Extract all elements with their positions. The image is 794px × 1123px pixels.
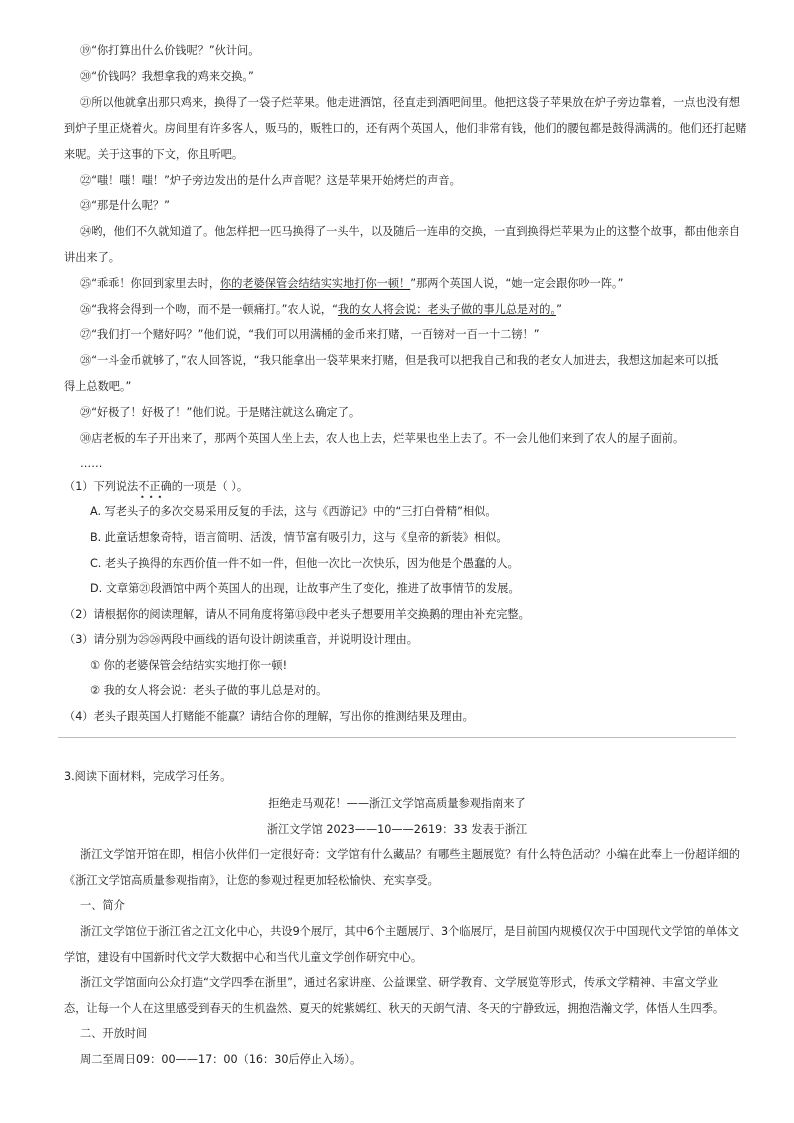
question-1-option-b: B. 此童话想象奇特，语言简明、活泼，情节富有吸引力，这与《皇帝的新装》相似。 xyxy=(90,531,508,544)
emphasis-dots: ••• xyxy=(140,493,167,502)
paragraph-24-line-1: ㉔哟，他们不久就知道了。他怎样把一匹马换得了一头牛，以及随后一连串的交换，一直到换得烂苹果为止的这整个故事，都由他亲自 xyxy=(80,225,741,238)
article-byline: 浙江文学馆 2023——10——2619：33 发表于浙江 xyxy=(266,823,528,836)
paragraph-25-lead: ㉕“乖乖！你回到家里去时， xyxy=(80,277,221,290)
article-title: 拒绝走马观花！——浙江文学馆高质量参观指南来了 xyxy=(268,797,526,810)
paragraph-19: ⑲“你打算出什么价钱呢？”伙计问。 xyxy=(80,44,260,57)
paragraph-26-lead: ㉖“我将会得到一个吻，而不是一顿痛打。”农人说，“ xyxy=(80,303,338,316)
paragraph-26 xyxy=(80,303,562,317)
paragraph-26-tail: ” xyxy=(556,303,562,316)
question-1-option-a: A. 写老头子的多次交易采用反复的手法，这与《西游记》中的“三打白骨精”相似。 xyxy=(90,505,497,518)
question-3-item-1: ① 你的老婆保管会结结实实地打你一顿! xyxy=(90,659,288,672)
underlined-sentence-25: 你的老婆保管会结结实实地打你一顿！ xyxy=(220,277,411,290)
paragraph-27: ㉗“我们打一个赌好吗？”他们说，“我们可以用满桶的金币来打赌，一百镑对一百一十二镑！” xyxy=(80,328,540,341)
question-3-item-2: ② 我的女人将会说：老头子做的事儿总是对的。 xyxy=(90,684,328,697)
paragraph-28-line-1: ㉘“一斗金币就够了，”农人回答说，“我只能拿出一袋苹果来打赌，但是我可以把我自己和我的老女人加进去，我想这加起来可以抵 xyxy=(80,354,719,367)
article-para-3-line-1: 浙江文学馆面向公众打造“文学四季在浙里”，通过名家讲座、公益课堂、研学教育、文学展览等形式，传承文学精神、丰富文学业 xyxy=(80,976,719,989)
paragraph-20: ⑳“价钱吗？我想拿我的鸡来交换。” xyxy=(80,70,254,83)
paragraph-23: ㉓“那是什么呢？” xyxy=(80,199,170,212)
question-3: （3）请分别为㉕㉖两段中画线的语句设计朗读重音，并说明设计理由。 xyxy=(64,633,418,646)
paragraph-24-line-2: 讲出来了。 xyxy=(64,251,120,264)
heading-opening-hours: 二、开放时间 xyxy=(80,1027,148,1040)
question-1: （1）下列说法不正确的一项是（ ）。 xyxy=(64,480,249,493)
paragraph-25-tail: ”那两个英国人说，“她一定会跟你吵一阵。” xyxy=(410,277,624,290)
paragraph-21-line-1: ㉑所以他就拿出那只鸡来，换得了一袋子烂苹果。他走进酒馆，径直走到酒吧间里。他把这袋子苹果放在炉子旁边靠着，一点也没有想 xyxy=(80,96,741,109)
question-4: （4）老头子跟英国人打赌能不能赢？请结合你的理解，写出你的推测结果及理由。 xyxy=(64,710,474,723)
heading-introduction: 一、简介 xyxy=(80,899,125,912)
paragraph-29: ㉙“好极了！好极了！”他们说。于是赌注就这么确定了。 xyxy=(80,406,361,419)
underlined-sentence-26: 我的女人将会说：老头子做的事儿总是对的。 xyxy=(337,303,557,316)
article-para-1-line-1: 浙江文学馆开馆在即，相信小伙伴们一定很好奇：文学馆有什么藏品？有哪些主题展览？有什么特色活动？小编在此奉上一份超详细的 xyxy=(80,848,741,861)
paragraph-30: ㉚店老板的车子开出来了，那两个英国人坐上去，农人也上去，烂苹果也坐上去了。不一会儿他们来到了农人的屋子面前。 xyxy=(80,432,685,445)
article-para-2-line-2: 学馆，建设有中国新时代文学大数据中心和当代儿童文学创作研究中心。 xyxy=(64,951,423,964)
paragraph-25 xyxy=(80,277,623,291)
article-para-1-line-2: 《浙江文学馆高质量参观指南》，让您的参观过程更加轻松愉快、充实享受。 xyxy=(64,874,439,887)
section-3-intro: 3.阅读下面材料，完成学习任务。 xyxy=(64,770,232,783)
question-1-option-d: D. 文章第㉑段酒馆中两个英国人的出现，让故事产生了变化，推进了故事情节的发展。 xyxy=(90,582,520,595)
question-2: （2）请根据你的阅读理解，请从不同角度将第⑬段中老头子想要用羊交换鹅的理由补充完整。 xyxy=(64,608,530,621)
paragraph-22: ㉒“嗤！嗤！嗤！”炉子旁边发出的是什么声音呢？这是苹果开始烤烂的声音。 xyxy=(80,174,461,187)
opening-hours-text: 周二至周日09：00——17：00（16：30后停止入场）。 xyxy=(80,1053,362,1066)
article-para-3-line-2: 态，让每一个人在这里感受到春天的生机盎然、夏天的姹紫嫣红、秋天的天朗气清、冬天的宁静致远，拥抱浩瀚文学，体悟人生四季。 xyxy=(64,1002,725,1015)
paragraph-21-line-3: 来呢。关于这事的下文，你且听吧。 xyxy=(64,148,244,161)
section-divider xyxy=(58,737,736,738)
article-para-2-line-1: 浙江文学馆位于浙江省之江文化中心，共设9个展厅，其中6个主题展厅、3个临展厅，是目前国内规模仅次于中国现代文学馆的单体文 xyxy=(80,925,740,938)
paragraph-28-line-2: 得上总数吧。” xyxy=(64,380,132,393)
ellipsis: …… xyxy=(80,457,103,470)
paragraph-21-line-2: 到炉子里正烧着火。房间里有许多客人，贩马的，贩牲口的，还有两个英国人，他们非常有钱，他们的腰包都是鼓得满满的。他们还打起赌 xyxy=(64,122,747,135)
question-1-option-c: C. 老头子换得的东西价值一件不如一件，但他一次比一次快乐，因为他是个愚蠢的人。 xyxy=(90,557,519,570)
